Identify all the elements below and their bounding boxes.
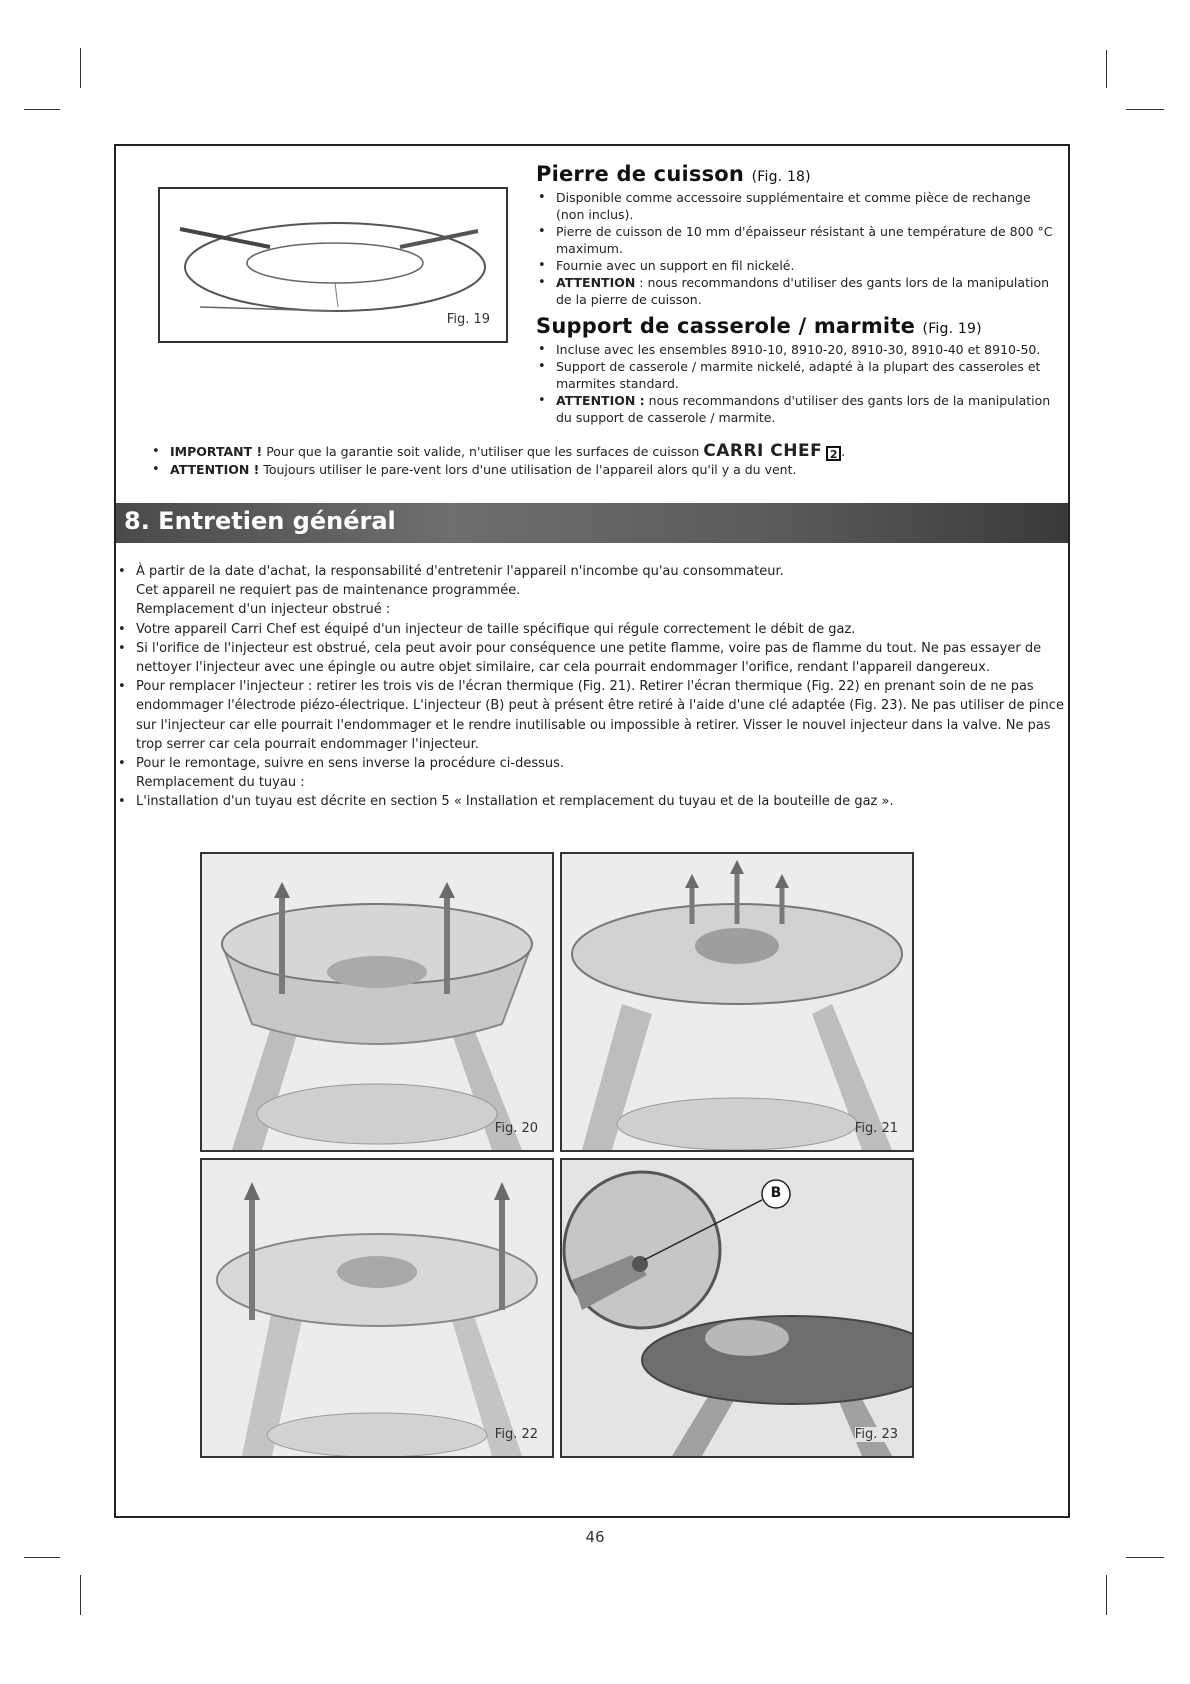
grill-bowl-photo [202, 854, 552, 1150]
stone-heading [536, 162, 1062, 186]
injector-removal-photo [562, 1160, 912, 1456]
crop-mark-top-right-h [1126, 109, 1164, 110]
attention-text: Toujours utiliser le pare-vent lors d'une utilisation de l'appareil alors qu'il y a du vent. [259, 462, 797, 477]
attention-text: : nous recommandons d'utiliser des gants lors de la manipulation de la pierre de cuisson. [556, 275, 1050, 307]
figure-23 [560, 1158, 914, 1458]
list-item: • À partir de la date d'achat, la responsabilité d'entretenir l'appareil n'incombe qu'au consommateur. [136, 562, 1068, 581]
list-item: • Votre appareil Carri Chef est équipé d'un injecteur de taille spécifique qui régule correctement le débit de gaz. [136, 620, 1068, 639]
notes-list [150, 443, 1070, 478]
fig-20-label: Fig. 20 [494, 1121, 538, 1136]
important-label: IMPORTANT ! [170, 444, 263, 459]
stone-fig-ref: (Fig. 18) [751, 169, 811, 185]
list-item: Cet appareil ne requiert pas de maintenance programmée. [136, 583, 521, 599]
important-end: . [841, 444, 846, 459]
carri-chef-logo: CARRI CHEF [703, 441, 823, 461]
pot-fig-ref: (Fig. 19) [922, 321, 982, 337]
stone-title: Pierre de cuisson [536, 162, 745, 186]
crop-mark-bottom-left-v [80, 1575, 81, 1615]
stone-list [536, 189, 1062, 308]
crop-mark-top-left-v [80, 48, 81, 88]
list-item [556, 274, 1062, 308]
list-item: Remplacement du tuyau : [136, 775, 305, 791]
maintenance-list [116, 562, 1068, 812]
pot-list [536, 341, 1062, 426]
list-item: • Pour remplacer l'injecteur : retirer les trois vis de l'écran thermique (Fig. 21). Retirer l'écran thermique (Fig. 22) en prenant soin de ne pas endommager l'électrode piézo-électrique. L'injecteur (B) peut à présent être retiré à l'aide d'une clé adaptée (Fig. 23). Ne pas utiliser de pince sur l'injecteur car elle pourrait l'endommager et le rendre inutilisable ou impossible à retirer. Visser le nouvel injecteur dans la valve. Ne pas trop serrer car cela pourrait endommager l'injecteur. [136, 677, 1068, 754]
list-item: • Support de casserole / marmite nickelé, adapté à la plupart des casseroles et marmites standard. [556, 358, 1062, 392]
fig-22-label: Fig. 22 [494, 1427, 538, 1442]
section-header-bar [116, 503, 1068, 543]
figure-21 [560, 852, 914, 1152]
fig-23-label: Fig. 23 [854, 1427, 898, 1442]
figure-19 [158, 187, 508, 343]
crop-mark-bottom-right-v [1106, 1575, 1107, 1615]
crop-mark-top-left-h [24, 109, 60, 110]
carri-chef-mark: 2 [826, 446, 841, 461]
list-item: • Si l'orifice de l'injecteur est obstrué, cela peut avoir pour conséquence une petite flamme, voire pas de flamme du tout. Ne pas essayer de nettoyer l'injecteur avec une épingle ou autre objet similaire, car cela pourrait endommager l'orifice, rendant l'appareil dangereux. [136, 639, 1068, 677]
attention-label: ATTENTION : [556, 393, 645, 408]
figure-22 [200, 1158, 554, 1458]
crop-mark-bottom-left-h [24, 1557, 60, 1558]
list-item: • Fournie avec un support en fil nickelé. [556, 257, 1062, 274]
shield-removal-photo [202, 1160, 552, 1456]
heat-shield-photo [562, 854, 912, 1150]
pot-title: Support de casserole / marmite [536, 314, 916, 338]
important-note [170, 443, 1070, 461]
attention-label: ATTENTION ! [170, 462, 260, 477]
figure-20 [200, 852, 554, 1152]
list-item: • Pierre de cuisson de 10 mm d'épaisseur résistant à une température de 800 °C maximum. [556, 223, 1062, 257]
maintenance-text [116, 562, 1068, 812]
list-item: • Pour le remontage, suivre en sens inverse la procédure ci-dessus. [136, 754, 1068, 773]
crop-mark-bottom-right-h [1126, 1557, 1164, 1558]
list-item: • Incluse avec les ensembles 8910-10, 8910-20, 8910-30, 8910-40 et 8910-50. [556, 341, 1062, 358]
wind-note [170, 461, 1070, 478]
section-title: 8. Entretien général [124, 507, 396, 535]
attention-label: ATTENTION [556, 275, 636, 290]
page-frame [114, 144, 1070, 1518]
important-text: Pour que la garantie soit valide, n'utiliser que les surfaces de cuisson [262, 444, 704, 459]
list-item: • Disponible comme accessoire supplémentaire et comme pièce de rechange (non inclus). [556, 189, 1062, 223]
pot-heading [536, 314, 1062, 338]
fig-19-label: Fig. 19 [446, 312, 490, 327]
list-item: Remplacement d'un injecteur obstrué : [136, 602, 391, 618]
callout-b-label: B [770, 1185, 782, 1201]
accessory-descriptions [536, 162, 1062, 432]
list-item [556, 392, 1062, 426]
fig-21-label: Fig. 21 [854, 1121, 898, 1136]
attention-text: nous recommandons d'utiliser des gants lors de la manipulation du support de casserole / marmite. [556, 393, 1051, 425]
accessories-section [116, 146, 1068, 506]
page-number: 46 [585, 1528, 605, 1546]
list-item: • L'installation d'un tuyau est décrite en section 5 « Installation et remplacement du tuyau et de la bouteille de gaz ». [136, 792, 1068, 811]
crop-mark-top-right-v [1106, 50, 1107, 88]
